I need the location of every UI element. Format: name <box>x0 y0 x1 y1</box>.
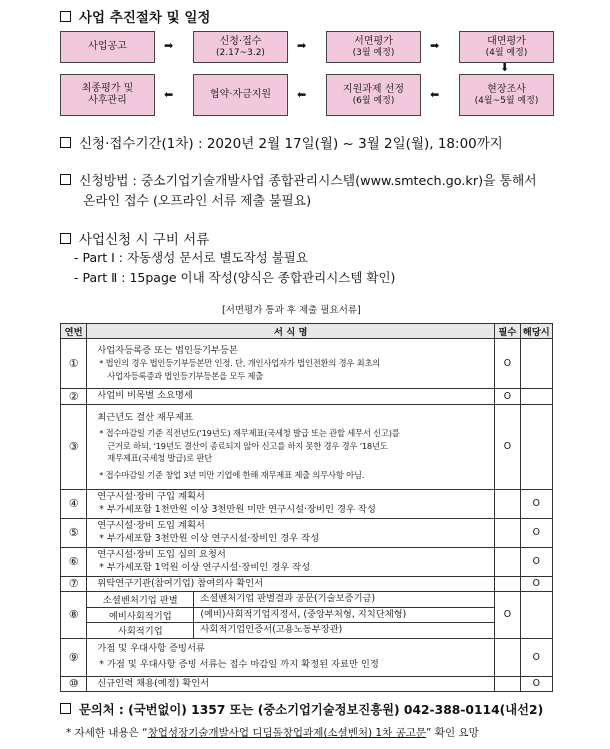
square-bullet-icon <box>60 703 71 714</box>
table-row: ① 사업자등록증 또는 법인등기부등본 * 법인의 경우 법인등기부등본만 인정. 단, 개인사업자가 법인전환의 경우 최초의 사업자등록증과 법인등기부등본을 모두 제출 O <box>61 339 553 389</box>
header-no: 연번 <box>61 324 87 339</box>
header-applicable: 해당시 <box>520 324 552 339</box>
table-row: ⑥ 연구시설·장비 도입 심의 요청서 * 부가세포함 1억원 이상 연구시설·장비인 경우 작성 O <box>61 547 553 576</box>
required-docs-title: 사업신청 시 구비 서류 <box>60 228 209 248</box>
table-caption: [서면평가 통과 후 제출 필요서류] <box>222 305 361 316</box>
arrow-left-icon: ⬅ <box>297 88 307 101</box>
arrow-down-icon: ⬇ <box>500 61 510 74</box>
table-row: ⑧ 소셜벤처기업 판별 소셜벤처기업 판별결과 공문(기술보증기금) O <box>61 592 553 608</box>
arrow-left-icon: ⬅ <box>430 88 440 101</box>
docs-part2: - Part Ⅱ : 15page 이내 작성(양식은 종합관리시스템 확인) <box>74 270 396 285</box>
required-docs-table <box>60 323 553 692</box>
application-period: 신청·접수기간(1차) : 2020년 2월 17일(월) ~ 3월 2일(월), 18:00까지 <box>60 132 503 152</box>
table-row: ⑨ 가점 및 우대사항 증빙서류 * 가점 및 우대사항 증빙 서류는 접수 마감일 까지 확정된 자료만 인정 O <box>61 638 553 676</box>
table-row: ⑦ 위탁연구기관(참여기업) 참여의사 확인서 O <box>61 576 553 592</box>
flow-step-agreement-funding: 협약·자금지원 <box>193 74 288 116</box>
table-row: ⑩ 신규인력 채용(예정) 확인서 O <box>61 676 553 692</box>
footnote: * 자세한 내용은 “창업성장기술개발사업 디딤돌창업과제(소셜벤처) 1차 공고문” 확인 요망 <box>66 727 479 739</box>
table-row: ③ 최근년도 결산 재무제표 * 접수마감일 기준 직전년도('19년도) 재무제표(국세청 발급 또는 관할 세무서 신고)를 근거로 하되, '19년도 결산이 종료되지 않아 신고를 하지 못한 경우 경우 '18년도 재무제표(국세청 발급)로 판단 * 접수마감일 기준 창업 3년 미만 기업에 한해 재무제표 제출 의무사항 아님. O <box>61 404 553 489</box>
table-row: ② 사업비 비목별 소요명세 O <box>61 389 553 405</box>
table-row: 예비사회적기업 (예비)사회적기업지정서, (중앙부처형, 지치단체형) <box>61 607 553 623</box>
square-bullet-icon <box>60 11 71 22</box>
square-bullet-icon <box>60 174 71 185</box>
applicable-mark: O <box>520 638 552 676</box>
arrow-right-icon: ➡ <box>430 39 440 52</box>
table-row: ④ 연구시설·장비 구입 계획서 * 부가세포함 1천만원 이상 3천만원 미만 연구시설·장비인 경우 작성 O <box>61 489 553 518</box>
square-bullet-icon <box>60 137 71 148</box>
applicable-mark: O <box>520 676 552 692</box>
arrow-right-icon: ➡ <box>297 39 307 52</box>
docs-part1: - Part Ⅰ : 자동생성 문서로 별도작성 불필요 <box>74 250 308 265</box>
required-mark: O <box>495 339 520 389</box>
flow-step-application: 신청·접수 (2.17~3.2) <box>193 31 288 63</box>
application-method: 신청방법 : 중소기업기술개발사업 종합관리시스템(www.smtech.go.kr)을 통해서 <box>60 170 537 189</box>
contact-info: 문의처 : (국번없이) 1357 또는 (중소기업기술정보진흥원) 042-388-0114(내선2) <box>60 700 543 718</box>
flow-step-document-review: 서면평가 (3월 예정) <box>326 31 421 63</box>
header-form-name: 서 식 명 <box>87 324 495 339</box>
flow-step-interview: 대면평가 (4월 예정) <box>459 31 554 63</box>
applicable-mark: O <box>520 576 552 592</box>
applicable-mark: O <box>520 547 552 576</box>
arrow-left-icon: ⬅ <box>164 88 174 101</box>
required-mark: O <box>495 592 520 639</box>
applicable-mark: O <box>520 518 552 547</box>
arrow-right-icon: ➡ <box>164 39 174 52</box>
square-bullet-icon <box>60 233 71 244</box>
announcement-reference: 창업성장기술개발사업 디딤돌창업과제(소셜벤처) 1차 공고문 <box>147 727 427 739</box>
flow-step-announcement: 사업공고 <box>60 31 155 63</box>
required-mark: O <box>495 389 520 405</box>
flow-step-selection: 지원과제 선정 (6월 예정) <box>326 74 421 116</box>
flow-step-site-inspection: 현장조사 (4월~5월 예정) <box>459 74 554 116</box>
table-row: 사회적기업 사회적기업인증서(고용노동부장관) <box>61 623 553 639</box>
procedure-section-title: 사업 추진절차 및 일정 <box>60 6 210 26</box>
applicable-mark: O <box>520 489 552 518</box>
required-mark: O <box>495 404 520 489</box>
header-required: 필수 <box>495 324 520 339</box>
table-row: ⑤ 연구시설·장비 도입 계획서 * 부가세포함 3천만원 이상 연구시설·장비인 경우 작성 O <box>61 518 553 547</box>
application-method-line2: 온라인 접수 (오프라인 서류 제출 불필요) <box>83 194 312 209</box>
flow-step-final-evaluation: 최종평가 및 사후관리 <box>60 74 155 116</box>
